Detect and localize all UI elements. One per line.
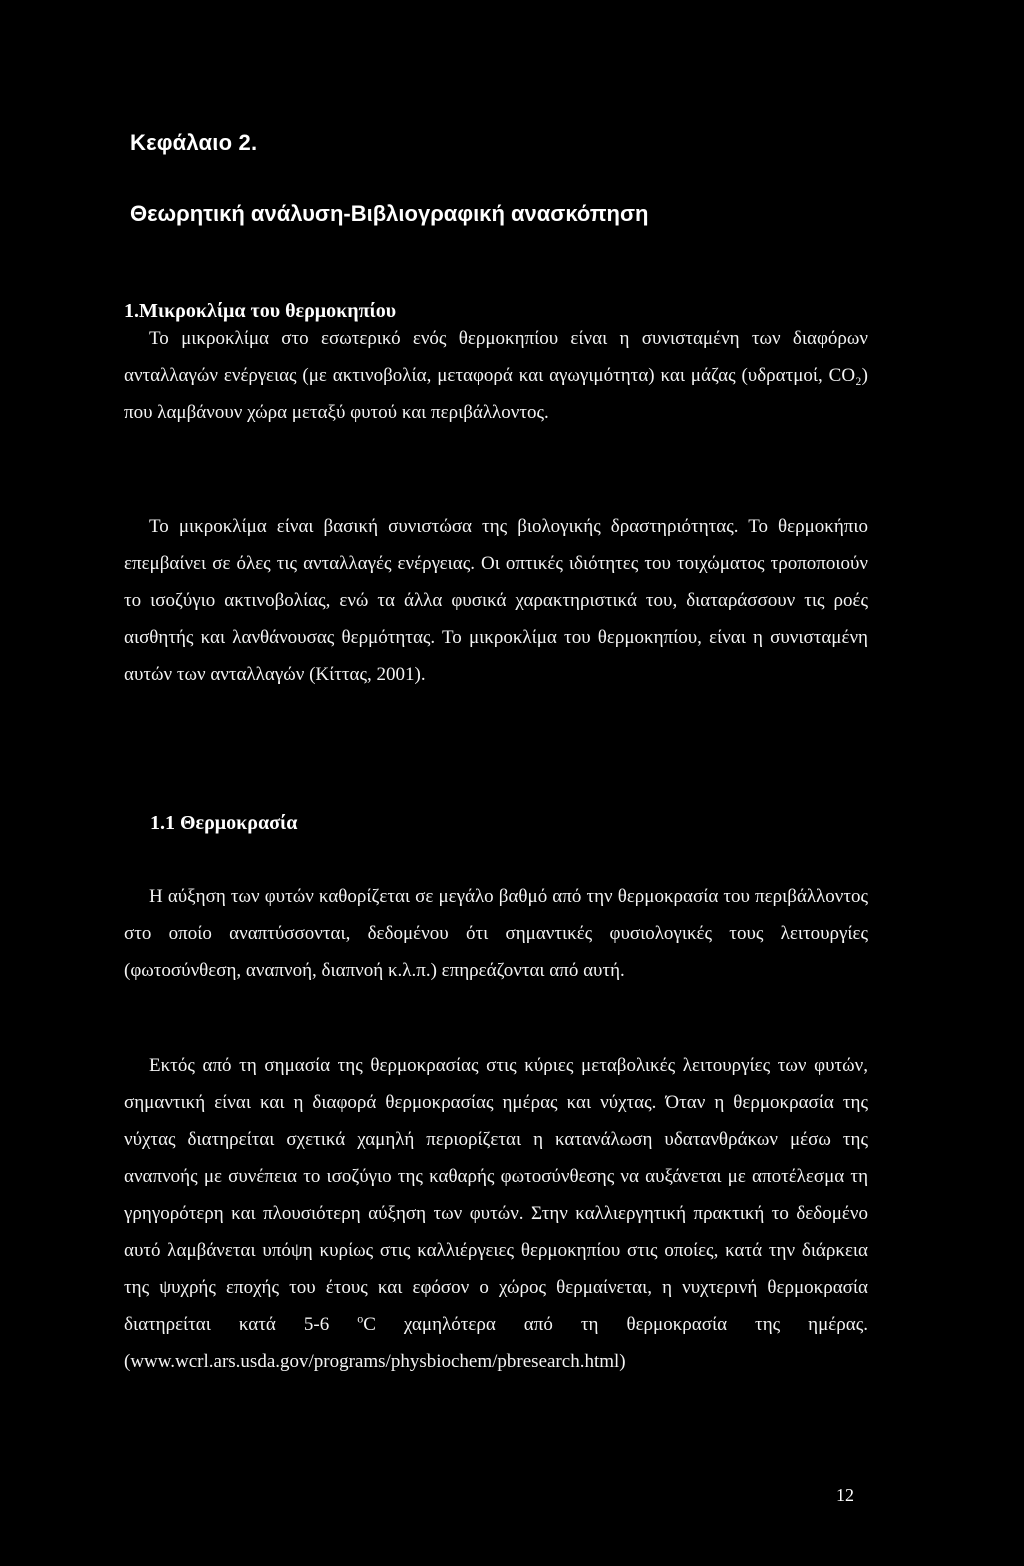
chapter-subtitle: Θεωρητική ανάλυση-Βιβλιογραφική ανασκόπηση bbox=[130, 201, 649, 226]
paragraph-day-night-temperature bbox=[124, 1047, 868, 1380]
paragraph-microclimate-definition: Το μικροκλίμα στο εσωτερικό ενός θερμοκηπίου είναι η συνισταμένη των διαφόρων ανταλλαγών ενέργειας (με ακτινοβολία, μεταφορά και αγωγιμότητα) και μάζας (υδρατμοί, CO₂) που λαμβάνουν χώρα μεταξύ φυτού και περιβάλλοντος. bbox=[124, 328, 868, 423]
paragraph-text-before-degree: Εκτός από τη σημασία της θερμοκρασίας στις κύριες μεταβολικές λειτουργίες των φυτών, σημαντική είναι και η διαφορά θερμοκρασίας ημέρας και νύχτας. Όταν η θερμοκρασία της νύχτας διατηρείται σχετικά χαμηλή περιορίζεται η κατανάλωση υδατανθράκων μέσω της αναπνοής με συνέπεια το ισοζύγιο της καθαρής φωτοσύνθεσης να αυξάνεται με αποτέλεσμα τη γρηγορότερη και πλουσιότερη αύξηση των φυτών. Στην καλλιεργητική πρακτική το δεδομένο αυτό λαμβάνεται υπόψη κυρίως στις καλλιέργειες θερμοκηπίου στις οποίες, κατά την διάρκεια της ψυχρής εποχής του έτους και εφόσον ο χώρος θερμαίνεται, η νυχτερινή θερμοκρασία διατηρείται κατά 5-6 bbox=[124, 1055, 868, 1335]
degree-symbol: o bbox=[357, 1311, 364, 1326]
chapter-title: Κεφάλαιο 2. bbox=[130, 130, 258, 155]
section-heading-temperature: 1.1 Θερμοκρασία bbox=[150, 812, 298, 834]
section-heading-microclimate: 1.Μικροκλίμα του θερμοκηπίου bbox=[124, 300, 397, 322]
paragraph-microclimate-components: Το μικροκλίμα είναι βασική συνιστώσα της βιολογικής δραστηριότητας. Το θερμοκήπιο επεμβαίνει σε όλες τις ανταλλαγές ενέργειας. Οι οπτικές ιδιότητες του τοιχώματος τροποποιούν το ισοζύγιο ακτινοβολίας, ενώ τα άλλα φυσικά χαρακτηριστικά του, διαταράσσουν τις ροές αισθητής και λανθάνουσας θερμότητας. Το μικροκλίμα του θερμοκηπίου, είναι η συνισταμένη αυτών των ανταλλαγών (Κίττας, 2001). bbox=[124, 516, 868, 685]
paragraph-temperature-growth: Η αύξηση των φυτών καθορίζεται σε μεγάλο βαθμό από την θερμοκρασία του περιβάλλοντος στο οποίο αναπτύσσονται, δεδομένου ότι σημαντικές φυσιολογικές τους λειτουργίες (φωτοσύνθεση, αναπνοή, διαπνοή κ.λ.π.) επηρεάζονται από αυτή. bbox=[124, 886, 868, 981]
paragraph-text-after-degree: C χαμηλότερα από τη θερμοκρασία της ημέρας. (www.wcrl.ars.usda.gov/programs/physbiochem/pbresearch.html) bbox=[124, 1314, 868, 1372]
page-number: 12 bbox=[836, 1485, 854, 1505]
